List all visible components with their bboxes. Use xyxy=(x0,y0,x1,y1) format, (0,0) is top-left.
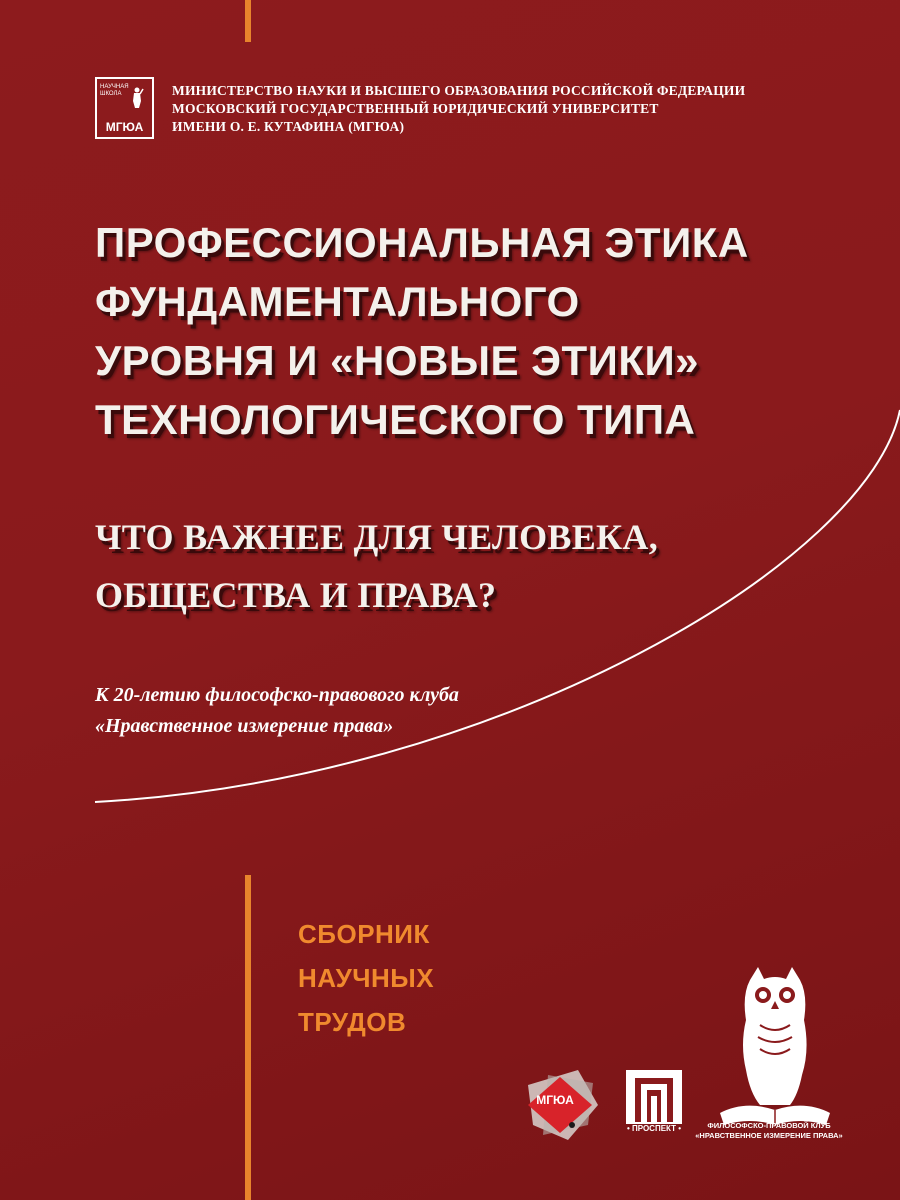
title-line-4: ТЕХНОЛОГИЧЕСКОГО ТИПА xyxy=(95,396,696,443)
school-logo-small-text-1: НАУЧНАЯ xyxy=(100,84,129,90)
statue-icon xyxy=(130,87,144,109)
title-line-3: УРОВНЯ И «НОВЫЕ ЭТИКИ» xyxy=(95,337,700,384)
club-label xyxy=(690,1121,848,1141)
orange-bar-bottom xyxy=(245,875,251,1200)
collection-line-2: НАУЧНЫХ xyxy=(298,963,435,993)
club-label-line-2: «НРАВСТВЕННОЕ ИЗМЕРЕНИЕ ПРАВА» xyxy=(695,1131,843,1140)
school-logo-main-text: МГЮА xyxy=(105,120,144,134)
title-line-2: ФУНДАМЕНТАЛЬНОГО xyxy=(95,278,580,325)
subtitle-line-1: ЧТО ВАЖНЕЕ ДЛЯ ЧЕЛОВЕКА, xyxy=(95,517,659,557)
ministry-line-3: ИМЕНИ О. Е. КУТАФИНА (МГЮА) xyxy=(172,119,405,134)
school-logo xyxy=(95,77,154,139)
book-subtitle xyxy=(95,508,658,624)
orange-bar-top xyxy=(245,0,251,42)
dedication xyxy=(95,680,459,742)
ministry-header xyxy=(172,82,745,136)
title-line-1: ПРОФЕССИОНАЛЬНАЯ ЭТИКА xyxy=(95,219,749,266)
collection-line-1: СБОРНИК xyxy=(298,919,430,949)
collection-label xyxy=(298,912,434,1044)
ministry-line-2: МОСКОВСКИЙ ГОСУДАРСТВЕННЫЙ ЮРИДИЧЕСКИЙ УНИВЕРСИТЕТ xyxy=(172,101,659,116)
owl-on-book-icon xyxy=(720,965,830,1130)
prospekt-publisher-label: • ПРОСПЕКТ • xyxy=(626,1124,682,1133)
book-title xyxy=(95,213,749,449)
subtitle-line-2: ОБЩЕСТВА И ПРАВА? xyxy=(95,575,497,615)
ministry-line-1: МИНИСТЕРСТВО НАУКИ И ВЫСШЕГО ОБРАЗОВАНИЯ РОССИЙСКОЙ ФЕДЕРАЦИИ xyxy=(172,83,746,98)
mgua-publisher-label: МГЮА xyxy=(536,1093,574,1107)
school-logo-small-text-2: ШКОЛА xyxy=(100,91,122,97)
dedication-line-1: К 20-летию философско-правового клуба xyxy=(95,684,459,706)
dedication-line-2: «Нравственное измерение права» xyxy=(95,715,394,737)
club-label-line-1: ФИЛОСОФСКО-ПРАВОВОЙ КЛУБ xyxy=(707,1121,831,1130)
collection-line-3: ТРУДОВ xyxy=(298,1007,407,1037)
